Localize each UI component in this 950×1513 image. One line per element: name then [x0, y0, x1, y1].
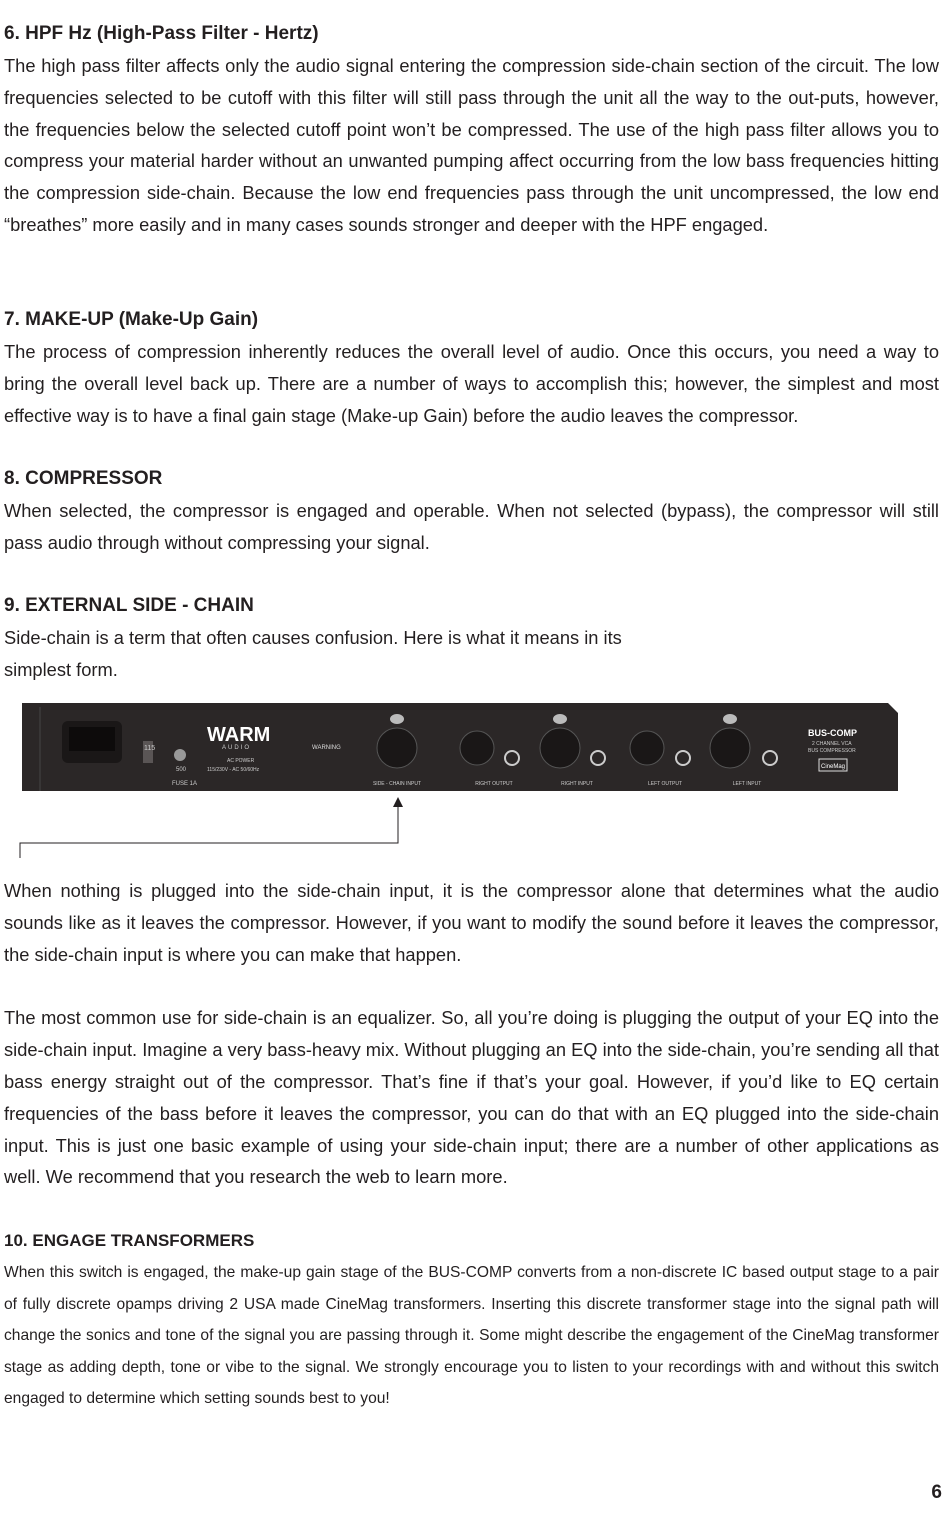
section-engage-transformers — [4, 1225, 939, 1415]
section-compressor — [4, 463, 939, 559]
paragraph: The most common use for side-chain is an equalizer. So, all you’re doing is plugging the output of your EQ into the side-chain input. Imagine a very bass-heavy mix. Without plugging an EQ into the side-chain, you’re sending all that bass energy straight out of the compressor. That’s fine if that’s your goal. However, if you’d like to EQ certain frequencies of the bass before it leaves the compressor, you can do that with an EQ plugged into the side-chain input. This is just one basic example of using your side-chain input; there are a number of other applications as well. We recommend that you research the web to learn more. — [4, 1007, 939, 1188]
svg-text:115/230V - AC 50/60Hz: 115/230V - AC 50/60Hz — [207, 767, 260, 773]
section-body: Side-chain is a term that often causes confusion. Here is what it means in its simplest form. — [4, 627, 622, 680]
svg-text:RIGHT OUTPUT: RIGHT OUTPUT — [475, 781, 513, 787]
warm-audio-logo: WARM — [207, 724, 271, 746]
section-body: The high pass filter affects only the audio signal entering the compression side-chain section of the circuit. The low frequencies selected to be cutoff with this filter will still pass through the unit all the way to the out-puts, however, the frequencies below the selected cutoff point won’t be compressed. The use of the high pass filter allows you to compress your material harder without an unwanted pumping affect occurring from the low bass frequencies hitting the compression side-chain. Because the low end frequencies pass through the unit uncompressed, the low end “breathes” more easily and in many cases sounds stronger and deeper with the HPF engaged. — [4, 55, 939, 235]
page-number: 6 — [931, 1482, 942, 1503]
section-heading: 9. EXTERNAL SIDE - CHAIN — [4, 595, 254, 616]
sidechain-callout-arrow — [0, 790, 420, 862]
section-body: When selected, the compressor is engaged and operable. When not selected (bypass), the compressor will still pass audio through without compressing your signal. — [4, 500, 939, 553]
svg-text:LEFT OUTPUT: LEFT OUTPUT — [647, 781, 683, 787]
section-makeup — [4, 304, 939, 431]
svg-text:WARNING: WARNING — [312, 745, 341, 751]
svg-text:RIGHT INPUT: RIGHT INPUT — [561, 781, 593, 787]
section-heading: 8. COMPRESSOR — [4, 468, 163, 489]
svg-text:AUDIO: AUDIO — [222, 745, 252, 751]
section-sidechain — [4, 590, 674, 686]
fuse-holder — [174, 749, 186, 761]
cinemag-logo: CineMag — [821, 764, 846, 770]
svg-text:BUS-COMP: BUS-COMP — [808, 728, 857, 738]
svg-text:LEFT INPUT: LEFT INPUT — [732, 781, 762, 787]
svg-text:115: 115 — [144, 745, 156, 752]
paragraph: When nothing is plugged into the side-chain input, it is the compressor alone that determines what the audio sounds like as it leaves the compressor. However, if you want to modify the sound before it leaves the compressor, the side-chain input is where you can make that happen. — [4, 880, 939, 965]
section-body: When this switch is engaged, the make-up gain stage of the BUS-COMP converts from a non-discrete IC based output stage to a pair of fully discrete opamps driving 2 USA made CineMag transformers. Inserting this discrete transformer stage into the signal path will change the sonics and tone of the signal you are passing through it. Some might describe the engagement of the CineMag transformer stage as adding depth, tone or vibe to the signal. We strongly encourage you to listen to your recordings with and without this switch engaged to determine which setting sounds best to you! — [4, 1264, 939, 1407]
svg-text:AC POWER: AC POWER — [227, 758, 255, 764]
section-heading: 10. ENGAGE TRANSFORMERS — [4, 1231, 255, 1250]
svg-text:FUSE 1A: FUSE 1A — [172, 781, 198, 787]
svg-text:2 CHANNEL VCA: 2 CHANNEL VCA — [812, 741, 852, 747]
section-heading: 6. HPF Hz (High-Pass Filter - Hertz) — [4, 23, 319, 44]
sidechain-explanation — [4, 875, 939, 1193]
section-body: The process of compression inherently reduces the overall level of audio. Once this occurs, you need a way to bring the overall level back up. There are a number of ways to accomplish this; however, the simplest and most effective way is to have a final gain stage (Make-up Gain) before the audio leaves the compressor. — [4, 341, 939, 426]
section-heading: 7. MAKE-UP (Make-Up Gain) — [4, 309, 259, 330]
rear-panel-illustration — [22, 703, 898, 791]
label-sidechain-input: SIDE - CHAIN INPUT — [372, 781, 422, 787]
section-hpf — [4, 18, 939, 241]
svg-text:BUS COMPRESSOR: BUS COMPRESSOR — [808, 748, 856, 754]
svg-text:500: 500 — [176, 767, 187, 773]
